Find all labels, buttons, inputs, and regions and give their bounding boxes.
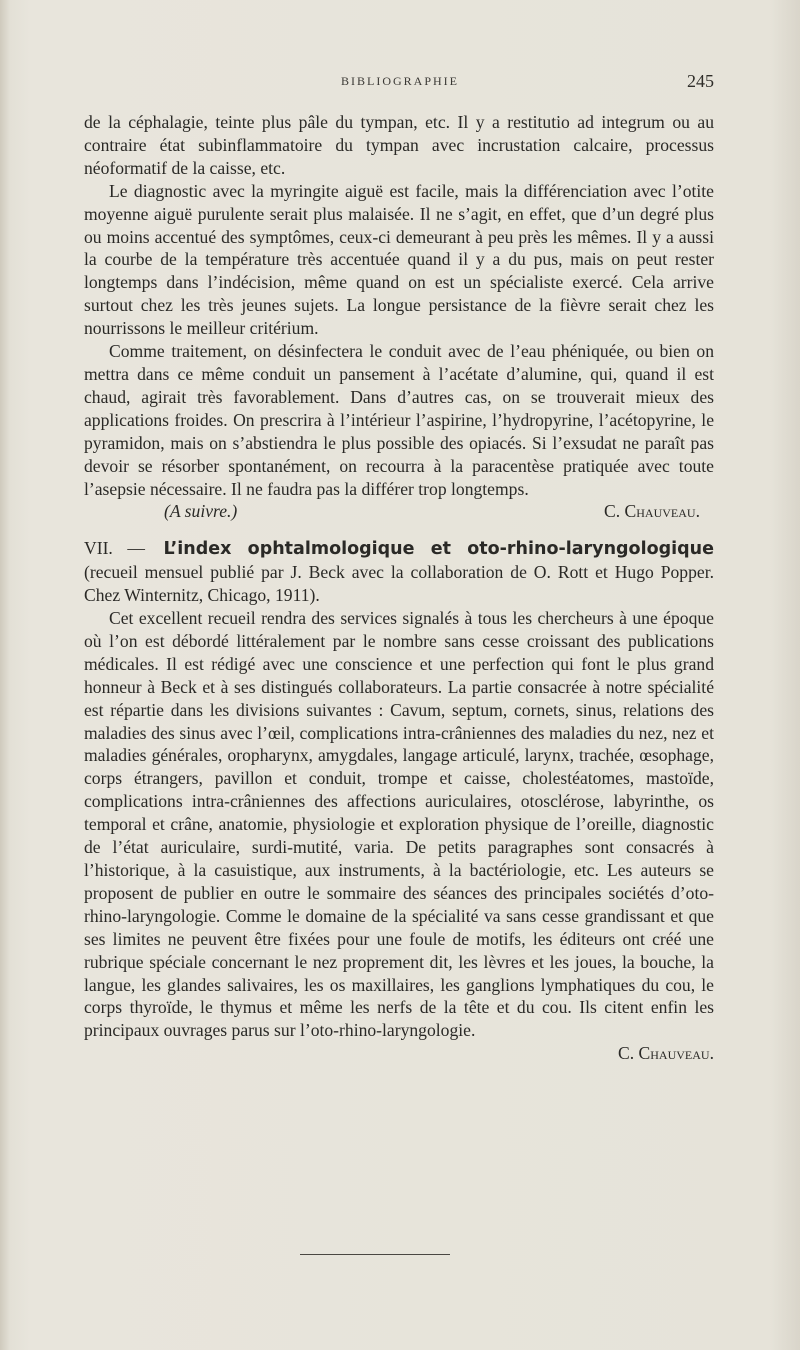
review-body: Cet excellent recueil rendra des services signalés à tous les chercheurs à une époque où l’on est débordé littéralement par le nombre sans cesse croissant des publications médicales. Il est rédigé avec une conscience et une perfection qui font le plus grand honneur à Beck et à ses distingués collaborateurs. La partie consacrée à notre spécialité est répartie dans les divisions suivantes : Cavum, septum, cornets, sinus, relations des maladies des sinus avec l’œil, complications intra-crâniennes des maladies du nez, nez et maladies générales, oropharynx, amygdales, langage articulé, larynx, trachée, œsophage, corps étrangers, pavillon et conduit, trompe et caisse, cholestéatomes, mastoïde, complications intra-crâniennes des affections auriculaires, otosclérose, labyrinthe, os temporal et crâne, anatomie, physiologie et exploration physique de l’oreille, diagnostic de l’état auriculaire, surdi-mutité, varia. De petits paragraphes sont consacrés à l’historique, à la casuistique, aux instruments, à la bactériologie, etc. Les auteurs se proposent de publier en outre le sommaire des séances des principales sociétés d’oto-rhino-laryngologie. Comme le domaine de la spécialité va sans cesse grandissant et que ses limites ne peuvent être fixées pour une foule de motifs, les éditeurs ont créé une rubrique spéciale concernant le nez proprement dit, les lèvres et les joues, la bouche, la langue, les glandes salivaires, les os maxillaires, les ganglions lymphatiques du cou, le corps thyroïde, le thymus et même les nerfs de la tête et du cou. Ils citent enfin les principaux ouvrages parus sur l’oto-rhino-laryngologie. [84,608,714,1041]
running-head: BIBLIOGRAPHIE [341,74,459,88]
end-rule [300,1254,450,1255]
review-title: L’index ophtalmologique et oto-rhino-laryngologique [163,539,714,560]
review-heading [84,537,714,607]
page-number: 245 [687,71,714,91]
review-entry [84,537,714,1065]
paragraph-continuation: de la céphalagie, teinte plus pâle du tympan, etc. Il y a restitutio ad integrum ou au contraire état subinflammatoire du tympan avec incrustation calcaire, processus néoformatif de la caisse, etc. [84,112,714,178]
page-header [0,71,800,94]
review-author: C. Chauveau. [618,1043,714,1064]
review-number: VII. — [84,538,145,559]
review-publication-details: (recueil mensuel publié par J. Beck avec la collaboration de O. Rott et Hugo Popper. Chez Winternitz, Chicago, 1911). [84,562,714,606]
body-text [84,111,714,1065]
to-be-continued: (A suivre.) [164,501,238,522]
article-closing [84,500,714,523]
paragraph-diagnostic: Le diagnostic avec la myringite aiguë est facile, mais la différenciation avec l’otite moyenne aiguë purulente serait plus malaisée. Il ne s’agit, en effet, que d’un degré plus ou moins accentué des symptômes, ceux-ci demeurant à peu près les mêmes. Il y a aussi la courbe de la température très accentuée quand il y a du pus, mais on peut rester longtemps dans l’indécision, même quand on est un spécialiste exercé. Cela arrive surtout chez les très jeunes sujets. La longue persistance de la fièvre serait chez les nourrissons le meilleur critérium. [84,180,714,339]
paragraph-treatment: Comme traitement, on désinfectera le conduit avec de l’eau phéniquée, ou bien on mettra dans ce même conduit un pansement à l’acétate d’alumine, qui, quand il est chaud, agirait très favorablement. Dans d’autres cas, on se trouverait mieux des applications froides. On prescrira à l’intérieur l’aspirine, l’hydropyrine, l’acétopyrine, le pyramidon, mais on s’abstiendra le plus possible des opiacés. Si l’exsudat ne paraît pas devoir se résorber spontanément, on recourra à la paracentèse pratiquée avec toute l’asepsie nécessaire. Il ne faudra pas la différer trop longtemps. [84,341,714,499]
article-author: C. Chauveau. [604,501,700,522]
